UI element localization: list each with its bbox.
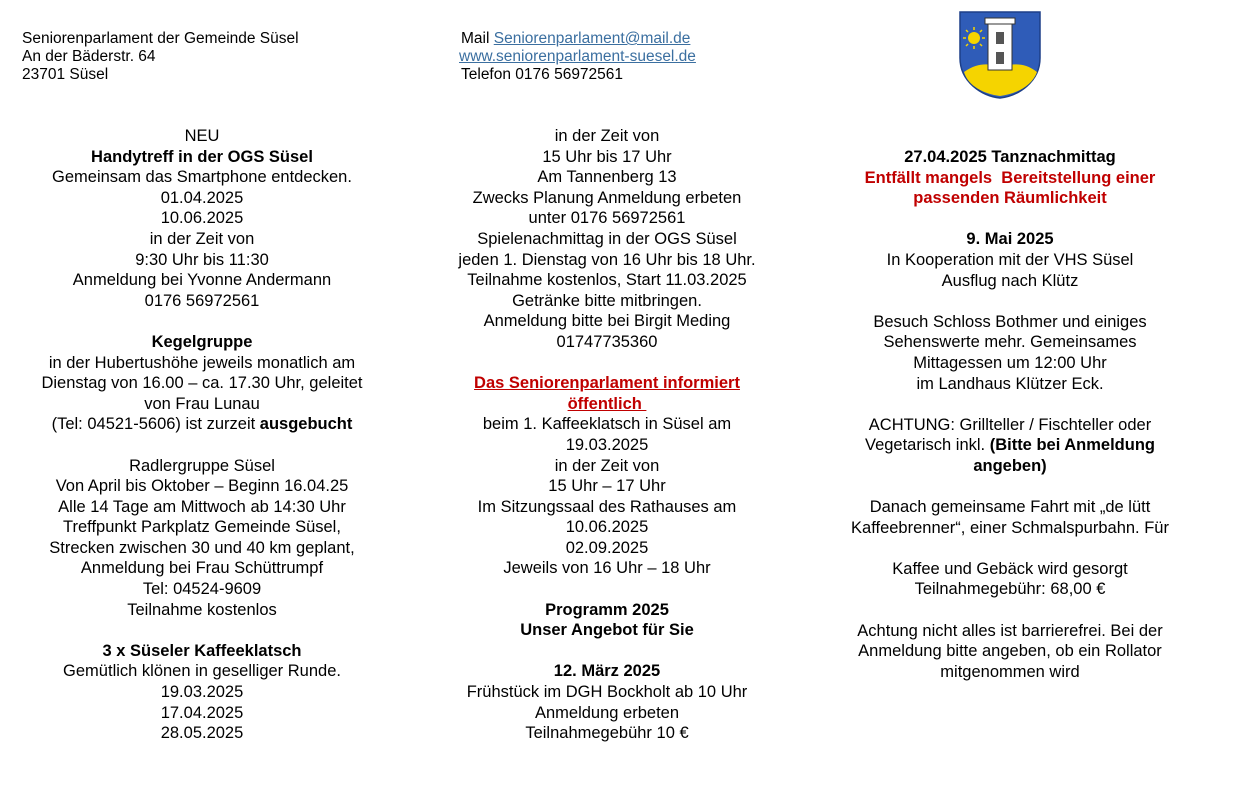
mail-link[interactable]: Seniorenparlament@mail.de: [493, 30, 691, 47]
barriere-line: Achtung nicht alles ist barrierefrei. Bei der: [857, 621, 1163, 640]
booked-label: ausgebucht: [259, 415, 353, 434]
schloss-line: Mittagessen um 12:00 Uhr: [913, 353, 1107, 372]
spiele-line: Teilnahme kostenlos, Start 11.03.2025: [467, 271, 747, 290]
fahrt-line: Kaffeebrenner“, einer Schmalspurbahn. Für: [851, 518, 1169, 537]
handy-line: 01.04.2025: [160, 188, 244, 207]
kegel-title: Kegelgruppe: [151, 332, 253, 351]
coat-of-arms-icon: [958, 10, 1042, 100]
header-address: [22, 30, 299, 84]
street: An der Bäderstr. 64: [22, 48, 156, 65]
achtung-line: Vegetarisch inkl. (Bitte bei Anmeldung: [864, 436, 1156, 455]
phone-line: Telefon 0176 56972561: [461, 66, 624, 83]
spiele-line: 01747735360: [556, 332, 658, 351]
info-line: in der Zeit von: [554, 456, 660, 475]
info-title: Das Seniorenparlament informiert: [474, 374, 740, 393]
kaffee-title: 3 x Süseler Kaffeeklatsch: [102, 641, 302, 660]
info-line: Im Sitzungssaal des Rathauses am: [477, 497, 737, 516]
kegel-line: Dienstag von 16.00 – ca. 17.30 Uhr, geleitet: [41, 374, 363, 393]
kaffee-cont-line: unter 0176 56972561: [528, 209, 686, 228]
info-line: 02.09.2025: [565, 538, 649, 557]
gebaeck-line: Kaffee und Gebäck wird gesorgt: [892, 559, 1128, 578]
spiele-line: Spielenachmittag in der OGS Süsel: [477, 229, 737, 248]
kaffee-cont-line: 15 Uhr bis 17 Uhr: [542, 147, 672, 166]
handy-neu: NEU: [184, 127, 220, 145]
spiele-line: Getränke bitte mitbringen.: [512, 291, 702, 310]
column-left: [22, 126, 382, 744]
radler-line: Radlergruppe Süsel: [129, 456, 275, 475]
achtung-line: angeben): [973, 456, 1047, 475]
radler-line: Tel: 04524-9609: [142, 580, 262, 599]
info-line: 10.06.2025: [565, 518, 649, 537]
website-line: [459, 48, 696, 66]
header-contact: [461, 30, 696, 84]
info-line: 19.03.2025: [565, 435, 649, 454]
kegel-line: von Frau Lunau: [144, 394, 260, 413]
kaffee-line: 17.04.2025: [160, 703, 244, 722]
maerz-line: Frühstück im DGH Bockholt ab 10 Uhr: [466, 683, 748, 702]
tanz-cancel: passenden Räumlichkeit: [913, 189, 1107, 208]
city: 23701 Süsel: [22, 66, 109, 83]
kaffee-cont-line: Zwecks Planung Anmeldung erbeten: [472, 188, 742, 207]
handy-line: 0176 56972561: [144, 291, 260, 310]
kaffee-cont-line: in der Zeit von: [554, 127, 660, 145]
radler-line: Anmeldung bei Frau Schüttrumpf: [80, 559, 324, 578]
schloss-line: Besuch Schloss Bothmer und einiges: [873, 312, 1147, 331]
column-right: [830, 147, 1190, 682]
radler-line: Strecken zwischen 30 und 40 km geplant,: [49, 538, 355, 557]
handy-line: 9:30 Uhr bis 11:30: [135, 250, 269, 269]
maerz-line: Teilnahmegebühr 10 €: [525, 724, 689, 743]
programm-title: Programm 2025: [545, 600, 669, 619]
mail-line: Mail Seniorenparlament@mail.de: [461, 30, 691, 47]
handy-line: Anmeldung bei Yvonne Andermann: [72, 271, 332, 290]
kaffee-cont-line: Am Tannenberg 13: [537, 168, 677, 187]
spiele-line: jeden 1. Dienstag von 16 Uhr bis 18 Uhr.: [458, 250, 756, 269]
info-title: öffentlich: [567, 394, 647, 413]
spiele-line: Anmeldung bitte bei Birgit Meding: [483, 312, 731, 331]
website-link[interactable]: www.seniorenparlament-suesel.de: [459, 48, 696, 65]
kaffee-line: 19.03.2025: [160, 683, 244, 702]
mai-line: In Kooperation mit der VHS Süsel: [886, 250, 1134, 269]
achtung-line: ACHTUNG: Grillteller / Fischteller oder: [868, 415, 1152, 434]
kegel-tel-line: (Tel: 04521-5606) ist zurzeit ausgebucht: [51, 415, 353, 434]
handy-line: 10.06.2025: [160, 209, 244, 228]
radler-line: Alle 14 Tage am Mittwoch ab 14:30 Uhr: [58, 497, 346, 516]
tanz-cancel: Entfällt mangels Bereitstellung einer: [864, 168, 1156, 187]
handy-line: Gemeinsam das Smartphone entdecken.: [52, 168, 352, 187]
gebaeck-line: Teilnahmegebühr: 68,00 €: [914, 580, 1106, 599]
schloss-line: im Landhaus Klützer Eck.: [916, 374, 1104, 393]
radler-line: Teilnahme kostenlos: [127, 600, 277, 619]
mai-title: 9. Mai 2025: [966, 230, 1054, 249]
barriere-line: mitgenommen wird: [940, 662, 1080, 681]
radler-line: Von April bis Oktober – Beginn 16.04.25: [55, 477, 349, 496]
radler-line: Treffpunkt Parkplatz Gemeinde Süsel,: [63, 518, 341, 537]
kaffee-line: 28.05.2025: [160, 724, 244, 743]
info-line: beim 1. Kaffeeklatsch in Süsel am: [482, 415, 732, 434]
org-name: Seniorenparlament der Gemeinde Süsel: [22, 30, 299, 47]
kegel-line: in der Hubertushöhe jeweils monatlich am: [48, 353, 356, 372]
info-line: 15 Uhr – 17 Uhr: [548, 477, 666, 496]
kaffee-line: Gemütlich klönen in geselliger Runde.: [63, 662, 341, 681]
handy-title: Handytreff in der OGS Süsel: [91, 147, 313, 166]
tanz-title: 27.04.2025 Tanznachmittag: [904, 148, 1116, 166]
mai-line: Ausflug nach Klütz: [941, 271, 1079, 290]
barriere-line: Anmeldung bitte angeben, ob ein Rollator: [858, 642, 1162, 661]
maerz-line: Anmeldung erbeten: [534, 703, 680, 722]
schloss-line: Sehenswerte mehr. Gemeinsames: [883, 333, 1137, 352]
fahrt-line: Danach gemeinsame Fahrt mit „de lütt: [869, 498, 1151, 517]
info-line: Jeweils von 16 Uhr – 18 Uhr: [503, 559, 711, 578]
programm-subtitle: Unser Angebot für Sie: [520, 621, 694, 640]
handy-line: in der Zeit von: [149, 229, 255, 248]
column-middle: [435, 126, 779, 744]
maerz-title: 12. März 2025: [553, 662, 661, 681]
